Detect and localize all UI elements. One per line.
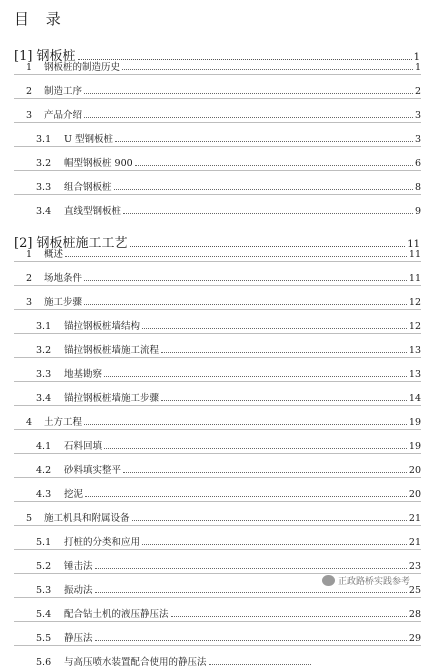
dot-leader [84,424,407,425]
toc-entry-number: 4.2 [36,465,52,476]
toc-entry-title: 振动法 [64,585,93,596]
toc-entry-page-number: 11 [408,249,421,260]
row-separator [14,405,421,406]
dot-leader [135,165,413,166]
toc-entry-number: 4.3 [36,489,52,500]
toc-entry-page-number: 1 [414,62,421,73]
toc-entry-title: 产品介绍 [44,110,83,121]
dot-leader [161,400,407,401]
dot-leader [104,376,407,377]
toc-entry[interactable] [36,434,421,452]
toc-entry-page-number: 20 [408,489,421,500]
toc-entry[interactable] [36,602,421,620]
toc-entry[interactable] [26,242,421,260]
toc-entry-page-number: 21 [408,537,421,548]
toc-entry-number: 3.3 [36,182,52,193]
toc-entry-number: 4.1 [36,441,52,452]
section-page-number: 1 [413,52,420,63]
toc-entry-title: 土方工程 [44,417,83,428]
dot-leader [142,328,407,329]
row-separator [14,146,421,147]
toc-entry[interactable] [36,338,421,356]
dot-leader [84,280,407,281]
row-separator [14,261,421,262]
toc-entry-page-number: 13 [408,345,421,356]
toc-entry-title: 与高压喷水装置配合使用的静压法 [64,657,207,668]
toc-entry-number: 5.1 [36,537,52,548]
toc-entry[interactable] [36,482,421,500]
dot-leader [122,69,413,70]
toc-entry[interactable] [36,199,421,217]
dot-leader [95,640,407,641]
toc-entry-page-number: 9 [414,206,421,217]
toc-entry-page-number: 19 [408,417,421,428]
dot-leader [104,448,407,449]
toc-entry-page-number: 12 [408,297,421,308]
toc-entry[interactable] [36,650,421,668]
toc-entry-page-number: 19 [408,441,421,452]
row-separator [14,74,421,75]
toc-entry-title: 组合钢板桩 [64,182,112,193]
toc-entry-number: 3 [26,110,33,121]
toc-entry-title: 直线型钢板桩 [64,206,122,217]
toc-entry-title: 施工步骤 [44,297,83,308]
row-separator [14,170,421,171]
toc-entry-number: 3 [26,297,33,308]
toc-entry-page-number: 13 [408,369,421,380]
row-separator [14,98,421,99]
toc-entry-page-number: 20 [408,465,421,476]
toc-entry-title: 钢板桩的制造历史 [44,62,121,73]
toc-entry-page-number: 8 [414,182,421,193]
toc-entry[interactable] [36,530,421,548]
toc-entry-title: 石料回填 [64,441,103,452]
toc-entry-title: 锚拉钢板桩墙施工流程 [64,345,160,356]
toc-entry-title: U 型钢板桩 [64,134,114,145]
dot-leader [84,93,413,94]
dot-leader [65,256,407,257]
dot-leader [95,568,407,569]
watermark-text: 正政路桥实践参考 [338,577,411,587]
toc-entry-number: 3.4 [36,393,52,404]
dot-leader [132,520,407,521]
row-separator [14,333,421,334]
toc-entry-title: 制造工序 [44,86,83,97]
toc-entry-title: 砂料填实整平 [64,465,122,476]
toc-entry-page-number: 25 [408,585,421,596]
wechat-icon [322,575,335,586]
toc-entry-number: 5.6 [36,657,52,668]
dot-leader [161,352,407,353]
toc-entry-page-number: 23 [408,561,421,572]
row-separator [14,357,421,358]
toc-entry[interactable] [26,55,421,73]
section-page-number: 11 [407,239,420,250]
toc-entry-number: 3.1 [36,134,52,145]
toc-entry-page-number: 2 [414,86,421,97]
toc-entry-number: 1 [26,62,33,73]
toc-entry-number: 3.3 [36,369,52,380]
dot-leader [84,304,407,305]
row-separator [14,645,421,646]
toc-entry-page-number: 21 [408,513,421,524]
dot-leader [115,141,413,142]
toc-entry[interactable] [26,290,421,308]
toc-entry[interactable] [26,266,421,284]
toc-entry[interactable] [36,127,421,145]
row-separator [14,381,421,382]
toc-entry-title: 锤击法 [64,561,93,572]
toc-entry-title: 挖泥 [64,489,84,500]
dot-leader [114,189,413,190]
toc-entry-page-number: 11 [408,273,421,284]
dot-leader [142,544,407,545]
row-separator [14,597,421,598]
toc-entry-number: 3.2 [36,158,52,169]
row-separator [14,122,421,123]
row-separator [14,549,421,550]
toc-entry[interactable] [36,314,421,332]
toc-entry-number: 5.4 [36,609,52,620]
dot-leader [123,213,413,214]
toc-entry-title: 锚拉钢板桩墙施工步骤 [64,393,160,404]
toc-entry-number: 5 [26,513,33,524]
toc-entry-page-number: 29 [408,633,421,644]
toc-entry-title: 地基勘察 [64,369,103,380]
toc-entry-title: 打桩的分类和应用 [64,537,141,548]
dot-leader [95,592,407,593]
toc-entry[interactable] [36,458,421,476]
watermark [322,574,410,587]
toc-entry-page-number: 6 [414,158,421,169]
row-separator [14,525,421,526]
dot-leader [209,664,311,665]
toc-entry[interactable] [36,151,421,169]
toc-entry[interactable] [26,506,421,524]
toc-entry[interactable] [26,103,421,121]
row-separator [14,453,421,454]
toc-entry-number: 2 [26,273,33,284]
toc-entry-title: 场地条件 [44,273,83,284]
dot-leader [84,117,413,118]
toc-entry-number: 5.5 [36,633,52,644]
toc-entry[interactable] [26,79,421,97]
section-heading-text: [2] 钢板桩施工工艺 [14,236,128,251]
toc-entry-title: 锚拉钢板桩墙结构 [64,321,141,332]
row-separator [14,621,421,622]
row-separator [14,309,421,310]
toc-entry-number: 5.2 [36,561,52,572]
toc-entry[interactable] [36,386,421,404]
toc-entry-title: 施工机具和附属设备 [44,513,130,524]
section-heading-text: [1] 钢板桩 [14,49,76,64]
dot-leader [171,616,407,617]
toc-entry-title: 概述 [44,249,64,260]
toc-entry-title: 帽型钢板桩 900 [64,158,133,169]
toc-entry-page-number: 12 [408,321,421,332]
toc-entry[interactable] [26,410,421,428]
row-separator [14,194,421,195]
toc-entry-title: 静压法 [64,633,93,644]
page-title: 目 录 [14,10,67,28]
toc-entry-number: 5.3 [36,585,52,596]
toc-entry-number: 1 [26,249,33,260]
row-separator [14,501,421,502]
toc-entry-number: 3.2 [36,345,52,356]
toc-entry-page-number: 3 [414,110,421,121]
toc-entry-title: 配合钻土机的液压静压法 [64,609,169,620]
toc-entry[interactable] [36,554,421,572]
toc-entry-number: 3.4 [36,206,52,217]
row-separator [14,429,421,430]
toc-entry-page-number: 14 [408,393,421,404]
toc-entry[interactable] [36,626,421,644]
toc-entry[interactable] [36,175,421,193]
dot-leader [85,496,407,497]
toc-entry-page-number: 28 [408,609,421,620]
toc-entry-number: 2 [26,86,33,97]
row-separator [14,285,421,286]
toc-entry-page-number: 3 [414,134,421,145]
dot-leader [123,472,407,473]
toc-entry-number: 4 [26,417,33,428]
toc-entry[interactable] [36,362,421,380]
row-separator [14,477,421,478]
toc-entry-number: 3.1 [36,321,52,332]
